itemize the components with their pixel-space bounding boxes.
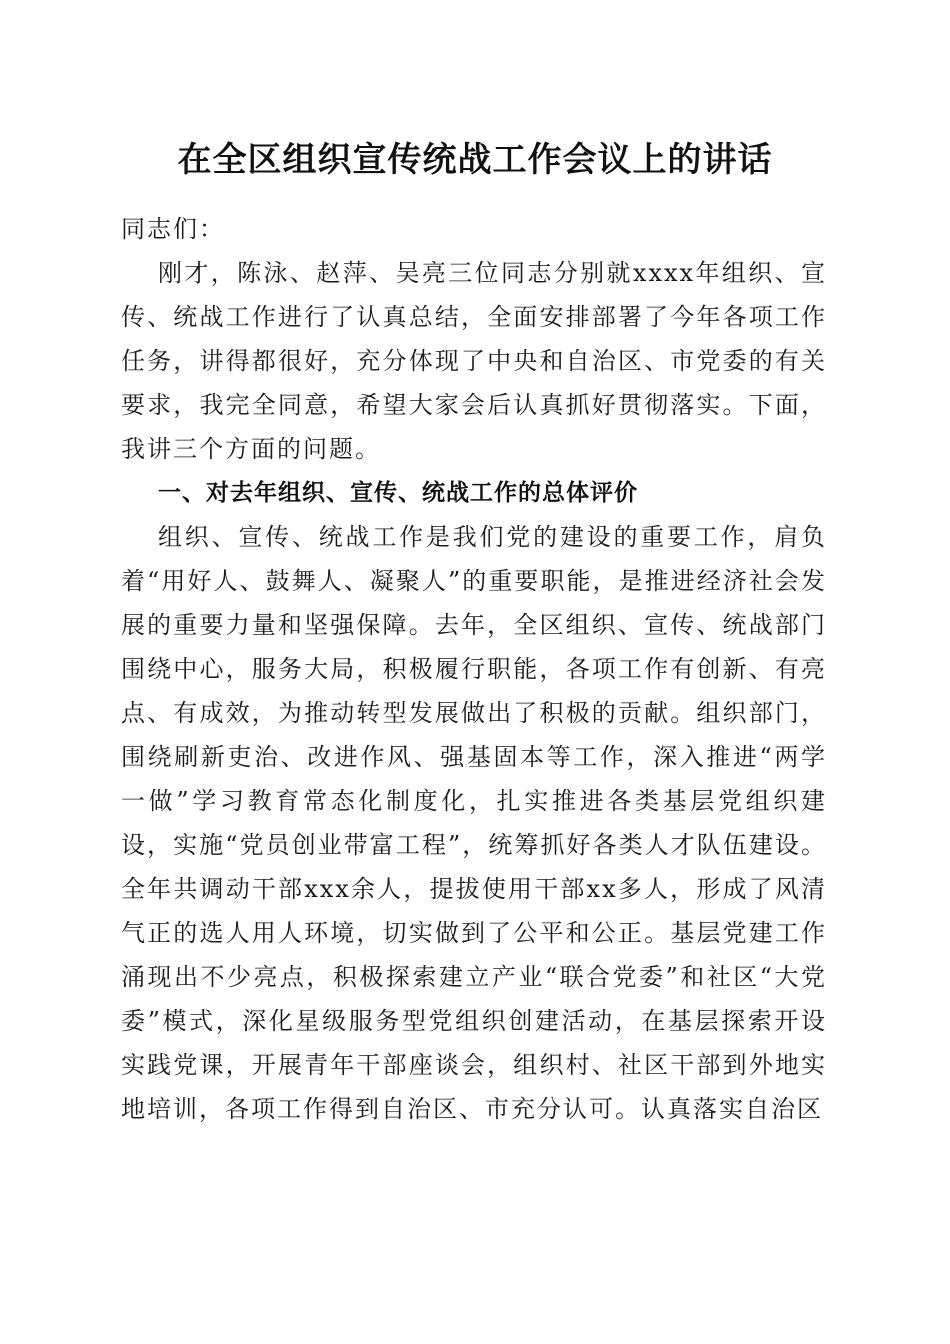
paragraph-evaluation: 组织、宣传、统战工作是我们党的建设的重要工作，肩负着“用好人、鼓舞人、凝聚人”的重要职能，是推进经济社会发展的重要力量和坚强保障。去年，全区组织、宣传、统战部门围绕中心，服务大局，积极履行职能，各项工作有创新、有亮点、有成效，为推动转型发展做出了积极的贡献。组织部门，围绕刷新吏治、改进作风、强基固本等工作，深入推进“两学一做”学习教育常态化制度化，扎实推进各类基层党组织建设，实施“党员创业带富工程”，统筹抓好各类人才队伍建设。全年共调动干部xxx余人，提拔使用干部xx多人，形成了风清气正的选人用人环境，切实做到了公平和公正。基层党建工作涌现出不少亮点，积极探索建立产业“联合党委”和社区“大党委”模式，深化星级服务型党组织创建活动，在基层探索开设实践党课，开展青年干部座谈会，组织村、社区干部到外地实地培训，各项工作得到自治区、市充分认可。认真落实自治区 (121, 523, 827, 1123)
section-heading-1: 一、对去年组织、宣传、统战工作的总体评价 (158, 480, 638, 506)
document-title: 在全区组织宣传统战工作会议上的讲话 (177, 140, 773, 180)
salutation: 同志们： (121, 215, 225, 243)
document-body (121, 207, 827, 1131)
paragraph-opening: 刚才，陈泳、赵萍、吴亮三位同志分别就xxxx年组织、宣传、统战工作进行了认真总结，全面安排部署了今年各项工作任务，讲得都很好，充分体现了中央和自治区、市党委的有关要求，我完全同意，希望大家会后认真抓好贯彻落实。下面，我讲三个方面的问题。 (121, 259, 827, 463)
